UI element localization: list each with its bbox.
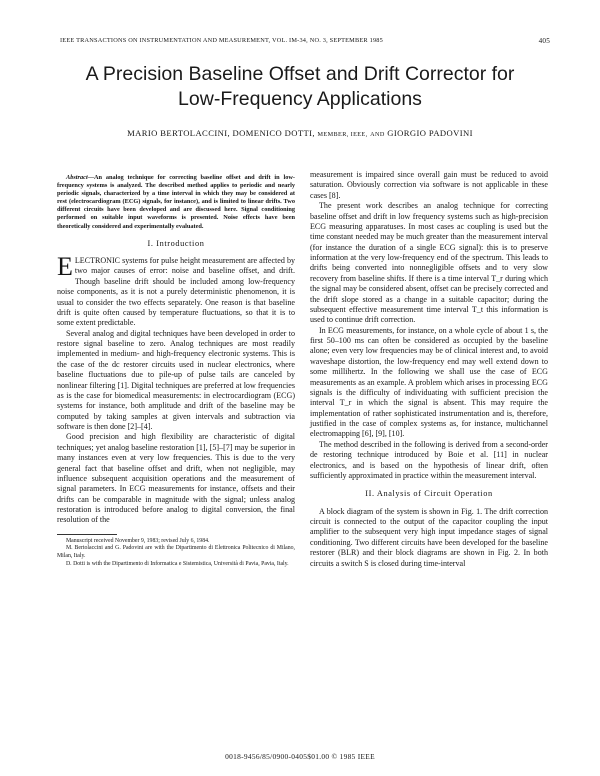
author-names: MARIO BERTOLACCINI, DOMENICO DOTTI, — [127, 128, 315, 138]
author-list — [40, 128, 560, 138]
right-column — [310, 170, 548, 569]
drop-cap: E — [57, 252, 73, 282]
intro-paragraph-1-text: LECTRONIC systems for pulse height measurement are affected by two major causes of error: noise and baseline offset, and drift. Though baseline drift should be included among low-frequency noise components, as it is not a purely deterministic phenomenon, it is usual to consider the two effects separately. One reason is that baseline drift is quite often caused by temperature fluctuations, so that it is to some extent predictable. — [57, 256, 295, 328]
running-header — [60, 37, 550, 44]
journal-line: IEEE TRANSACTIONS ON INSTRUMENTATION AND MEASUREMENT, VOL. IM-34, NO. 3, SEPTEMBER 1985 — [60, 37, 383, 44]
footnote-affiliation-1: M. Bertolaccini and G. Padovini are with the Dipartimento di Elettronica Politecnico di Milano, Milan, Italy. — [57, 545, 295, 559]
author-membership: MEMBER, IEEE, — [317, 131, 368, 138]
right-paragraph-5: A block diagram of the system is shown in Fig. 1. The drift correction circuit is connected to the output of the capacitor coupling the input amplifier to the subsequent very high input impedance stages of signal conditioning. Two different circuits have been developed for the baseline restorer (BLR) and their block diagrams are shown in Fig. 2. In both circuits a switch S is closed during time-interval — [310, 506, 548, 568]
abstract-text: An analog technique for correcting baseline offset and drift in low-frequency systems is analyzed. The described method applies to periodic and nearly periodic signals, characterized by a time interval in which they may be considered at rest (electrocardiogram (ECG) signals, for instance), and is limited to linear drifts. Two different circuits have been developed and are discussed here. Signal conditioning performed on suitable input waveforms is presented. Noise effects have been theoretically considered and experimentally evaluated. — [57, 174, 295, 230]
footnote-rule — [57, 534, 117, 535]
section-heading-analysis: II. Analysis of Circuit Operation — [365, 489, 493, 499]
right-paragraph-2: The present work describes an analog technique for correcting baseline offset and drift in low frequency systems such as high-precision ECG measuring apparatuses. In most cases ac coupling is used but the time constant needed may be much greater than the measurement interval (for instance the duration of a single ECG signal): this is to preserve information at the very low-frequency end of the spectrum. This leads to drifts being converted into nonnegligible offsets and to very slow recovery from baseline shifts. If there is a time interval T_r during which the signal may be considered absent, offset can be precisely corrected and the drift slope stored as a change in a suitable capacitor; during the subsequent effective measurement time interval T_t this information is used to continue drift correction. — [310, 201, 548, 325]
footnote-affiliation-2: D. Dotti is with the Dipartimento di Informatica e Sistemistica, Università di Pavia, Pavia, Italy. — [66, 560, 289, 567]
abstract — [57, 174, 295, 231]
intro-paragraph-2: Several analog and digital techniques have been developed in order to restore signal baseline to zero. Analog techniques are most readily implemented in medium- and high-frequency electronic systems. This is the case of the dc restorer circuits used in nuclear electronics, where baseline fluctuations due to pile-up of pulse tails are canceled by nonlinear filtering [1]. Digital techniques are preferred at low frequencies as is the case for biomedical measurements: in electrocardiogram (ECG) systems for instance, both amplitude and drift of the baseline may be computed by taking samples at given intervals and subtraction via software is then done [2]–[4]. — [57, 328, 295, 432]
left-column — [57, 174, 295, 568]
title-line-2: Low-Frequency Applications — [178, 88, 422, 110]
right-paragraph-1: measurement is impaired since overall gain must be reduced to avoid saturation. Obviously correction via software is not applicable in these cases [8]. — [310, 170, 548, 200]
section-heading-introduction: I. Introduction — [147, 238, 205, 248]
right-paragraph-3: In ECG measurements, for instance, on a whole cycle of about 1 s, the first 50–100 ms can often be considered as occupied by the baseline alone; even very low frequencies may be of clinical interest and, to avoid waveshape distortion, the low-frequency end may well extend down to some millihertz. In the following we shall use the case of ECG measurements as an example. A problem which arises in processing ECG signals is the difficulty of individuating with sufficient precision the interval T_r in which the signal is absent. This may require the implementation of rather sophisticated instrumentation and is, therefore, justified in the case of complex systems as, for instance, multichannel electromapping [6], [9], [10]. — [310, 325, 548, 439]
page-number: 405 — [538, 37, 550, 45]
title-line-1: A Precision Baseline Offset and Drift Corrector for — [85, 63, 515, 85]
abstract-label: Abstract— — [66, 174, 94, 181]
intro-paragraph-3: Good precision and high flexibility are characteristic of digital techniques; yet analog baseline restoration [1], [5]–[7] may be superior in many instances even at very low frequencies. This is due to the very general fact that baseline offset and drift, when not negligible, may influence subsequent acquisition operations and the measurement of signal parameters. In ECG measurements for instance, offsets and their drifts can be comparable in magnitude with the signal; unless analog restoration is introduced before analog to digital conversion, the final resolution of the — [57, 432, 295, 525]
author-conjunction: AND — [370, 131, 385, 138]
footnote-received: Manuscript received November 9, 1983; revised July 6, 1984. — [66, 537, 210, 544]
paper-title — [40, 62, 560, 112]
right-paragraph-4: The method described in the following is derived from a second-order de restoring technique introduced by Boie et al. [11] in nuclear electronics, and is based on the hypothesis of linear drift, often sufficiently approximated in practice within the measurement interval. — [310, 439, 548, 480]
intro-paragraph-1 — [57, 252, 295, 329]
author-last: GIORGIO PADOVINI — [387, 128, 473, 138]
copyright-line: 0018-9456/85/0900-0405$01.00 © 1985 IEEE — [225, 752, 375, 761]
footnotes — [57, 534, 295, 568]
